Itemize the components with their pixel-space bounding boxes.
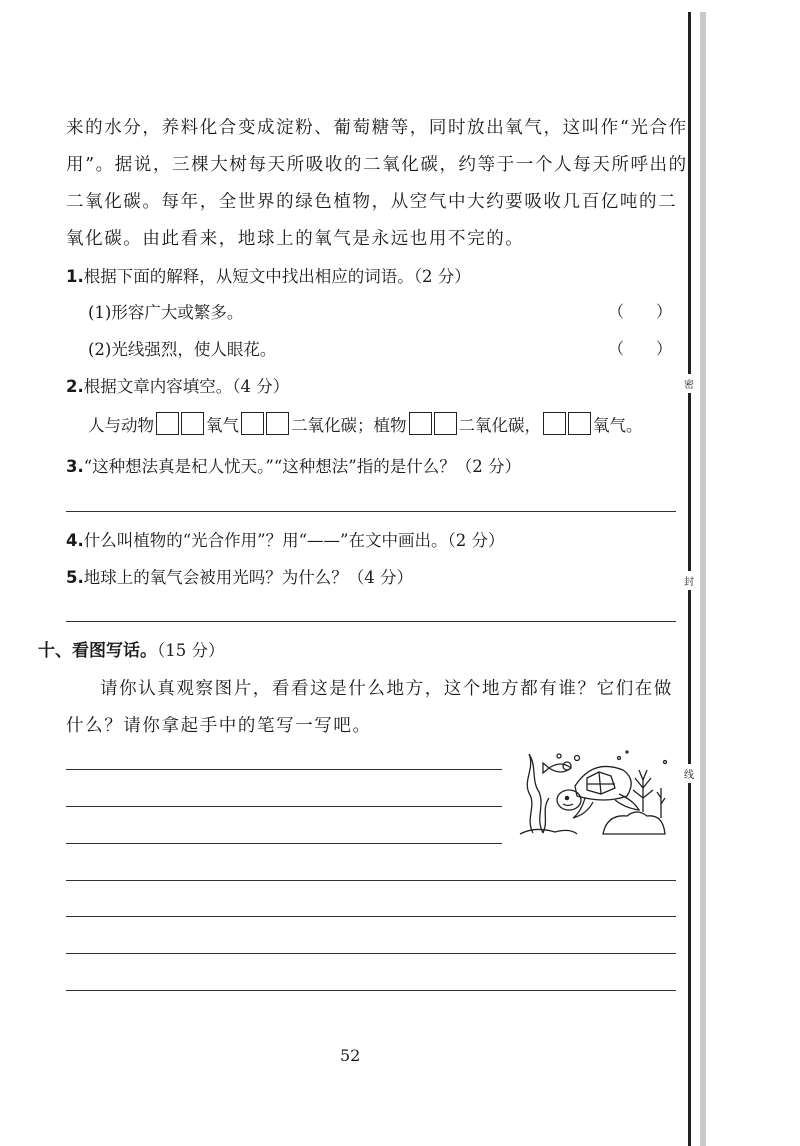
question-1-sub-1: (1)形容广大或繁多。 [88,303,244,322]
fill-box[interactable] [568,412,591,435]
passage-line-3: 二氧化碳。每年，全世界的绿色植物，从空气中大约要吸收几百亿吨的二 [66,192,678,212]
question-4 [66,527,504,551]
question-number: 3. [66,457,84,476]
question-3 [66,453,521,477]
question-text: 根据下面的解释，从短文中找出相应的词语。（2 分） [83,267,471,286]
fill-box[interactable] [241,412,264,435]
fill-box[interactable] [181,412,204,435]
question-1-sub-2: (2)光线强烈，使人眼花。 [88,340,277,359]
writing-line-1[interactable] [66,769,502,770]
writing-line-3[interactable] [66,843,502,844]
question-text: 地球上的氧气会被用光吗？为什么？（4 分） [83,568,413,587]
fill-text-5: 氧气。 [593,416,643,435]
fill-text-2: 氧气 [206,416,239,435]
page-number: 52 [340,1046,361,1065]
fill-boxes-4[interactable] [542,412,592,435]
passage-line-1: 来的水分，养料化合变成淀粉、葡萄糖等，同时放出氧气，这叫作“光合作 [66,118,688,138]
fill-box[interactable] [156,412,179,435]
fill-text-4: 二氧化碳， [458,416,541,435]
question-number: 2. [66,377,84,396]
writing-line-7[interactable] [66,990,676,991]
writing-line-6[interactable] [66,953,676,954]
answer-line-q3[interactable] [66,511,676,512]
writing-line-2[interactable] [66,806,502,807]
seal-char-feng: 封 [680,571,698,590]
fill-boxes-1[interactable] [155,412,205,435]
question-number: 4. [66,531,84,550]
writing-line-4[interactable] [66,880,676,881]
fill-text-1: 人与动物 [88,416,154,435]
fill-boxes-3[interactable] [408,412,458,435]
fill-box[interactable] [266,412,289,435]
question-text: “这种想法真是杞人忧天。”“这种想法”指的是什么？（2 分） [83,457,521,476]
fill-text-3: 二氧化碳；植物 [291,416,407,435]
writing-line-5[interactable] [66,916,676,917]
question-text: 根据文章内容填空。（4 分） [83,377,290,396]
answer-paren-2[interactable]: （ ） [608,339,673,358]
binding-strip [700,12,706,1146]
fill-boxes-2[interactable] [240,412,290,435]
question-2 [66,373,289,397]
question-1 [66,263,471,287]
section-title: 十、看图写话。 [38,641,157,661]
question-number: 1. [66,267,84,286]
sea-turtle-illustration [515,748,685,838]
seal-char-mi: 密 [680,374,698,393]
fill-box[interactable] [543,412,566,435]
passage-line-4: 氧化碳。由此看来，地球上的氧气是永远也用不完的。 [66,229,525,249]
seal-char-xian: 线 [680,764,698,783]
question-number: 5. [66,568,84,587]
fill-box[interactable] [434,412,457,435]
section-score: （15 分） [157,641,225,660]
fill-in-row [88,412,643,436]
question-text: 什么叫植物的“光合作用”？用“——”在文中画出。（2 分） [83,531,505,550]
section-10-prompt-2: 什么？请你拿起手中的笔写一写吧。 [66,716,372,736]
answer-line-q5[interactable] [66,621,676,622]
section-10-heading [38,636,225,661]
answer-paren-1[interactable]: （ ） [608,302,673,321]
passage-line-2: 用”。据说，三棵大树每天所吸收的二氧化碳，约等于一个人每天所呼出的 [66,155,688,175]
question-5 [66,564,413,588]
fill-box[interactable] [409,412,432,435]
section-10-prompt-1: 请你认真观察图片，看看这是什么地方，这个地方都有谁？它们在做 [100,679,673,699]
